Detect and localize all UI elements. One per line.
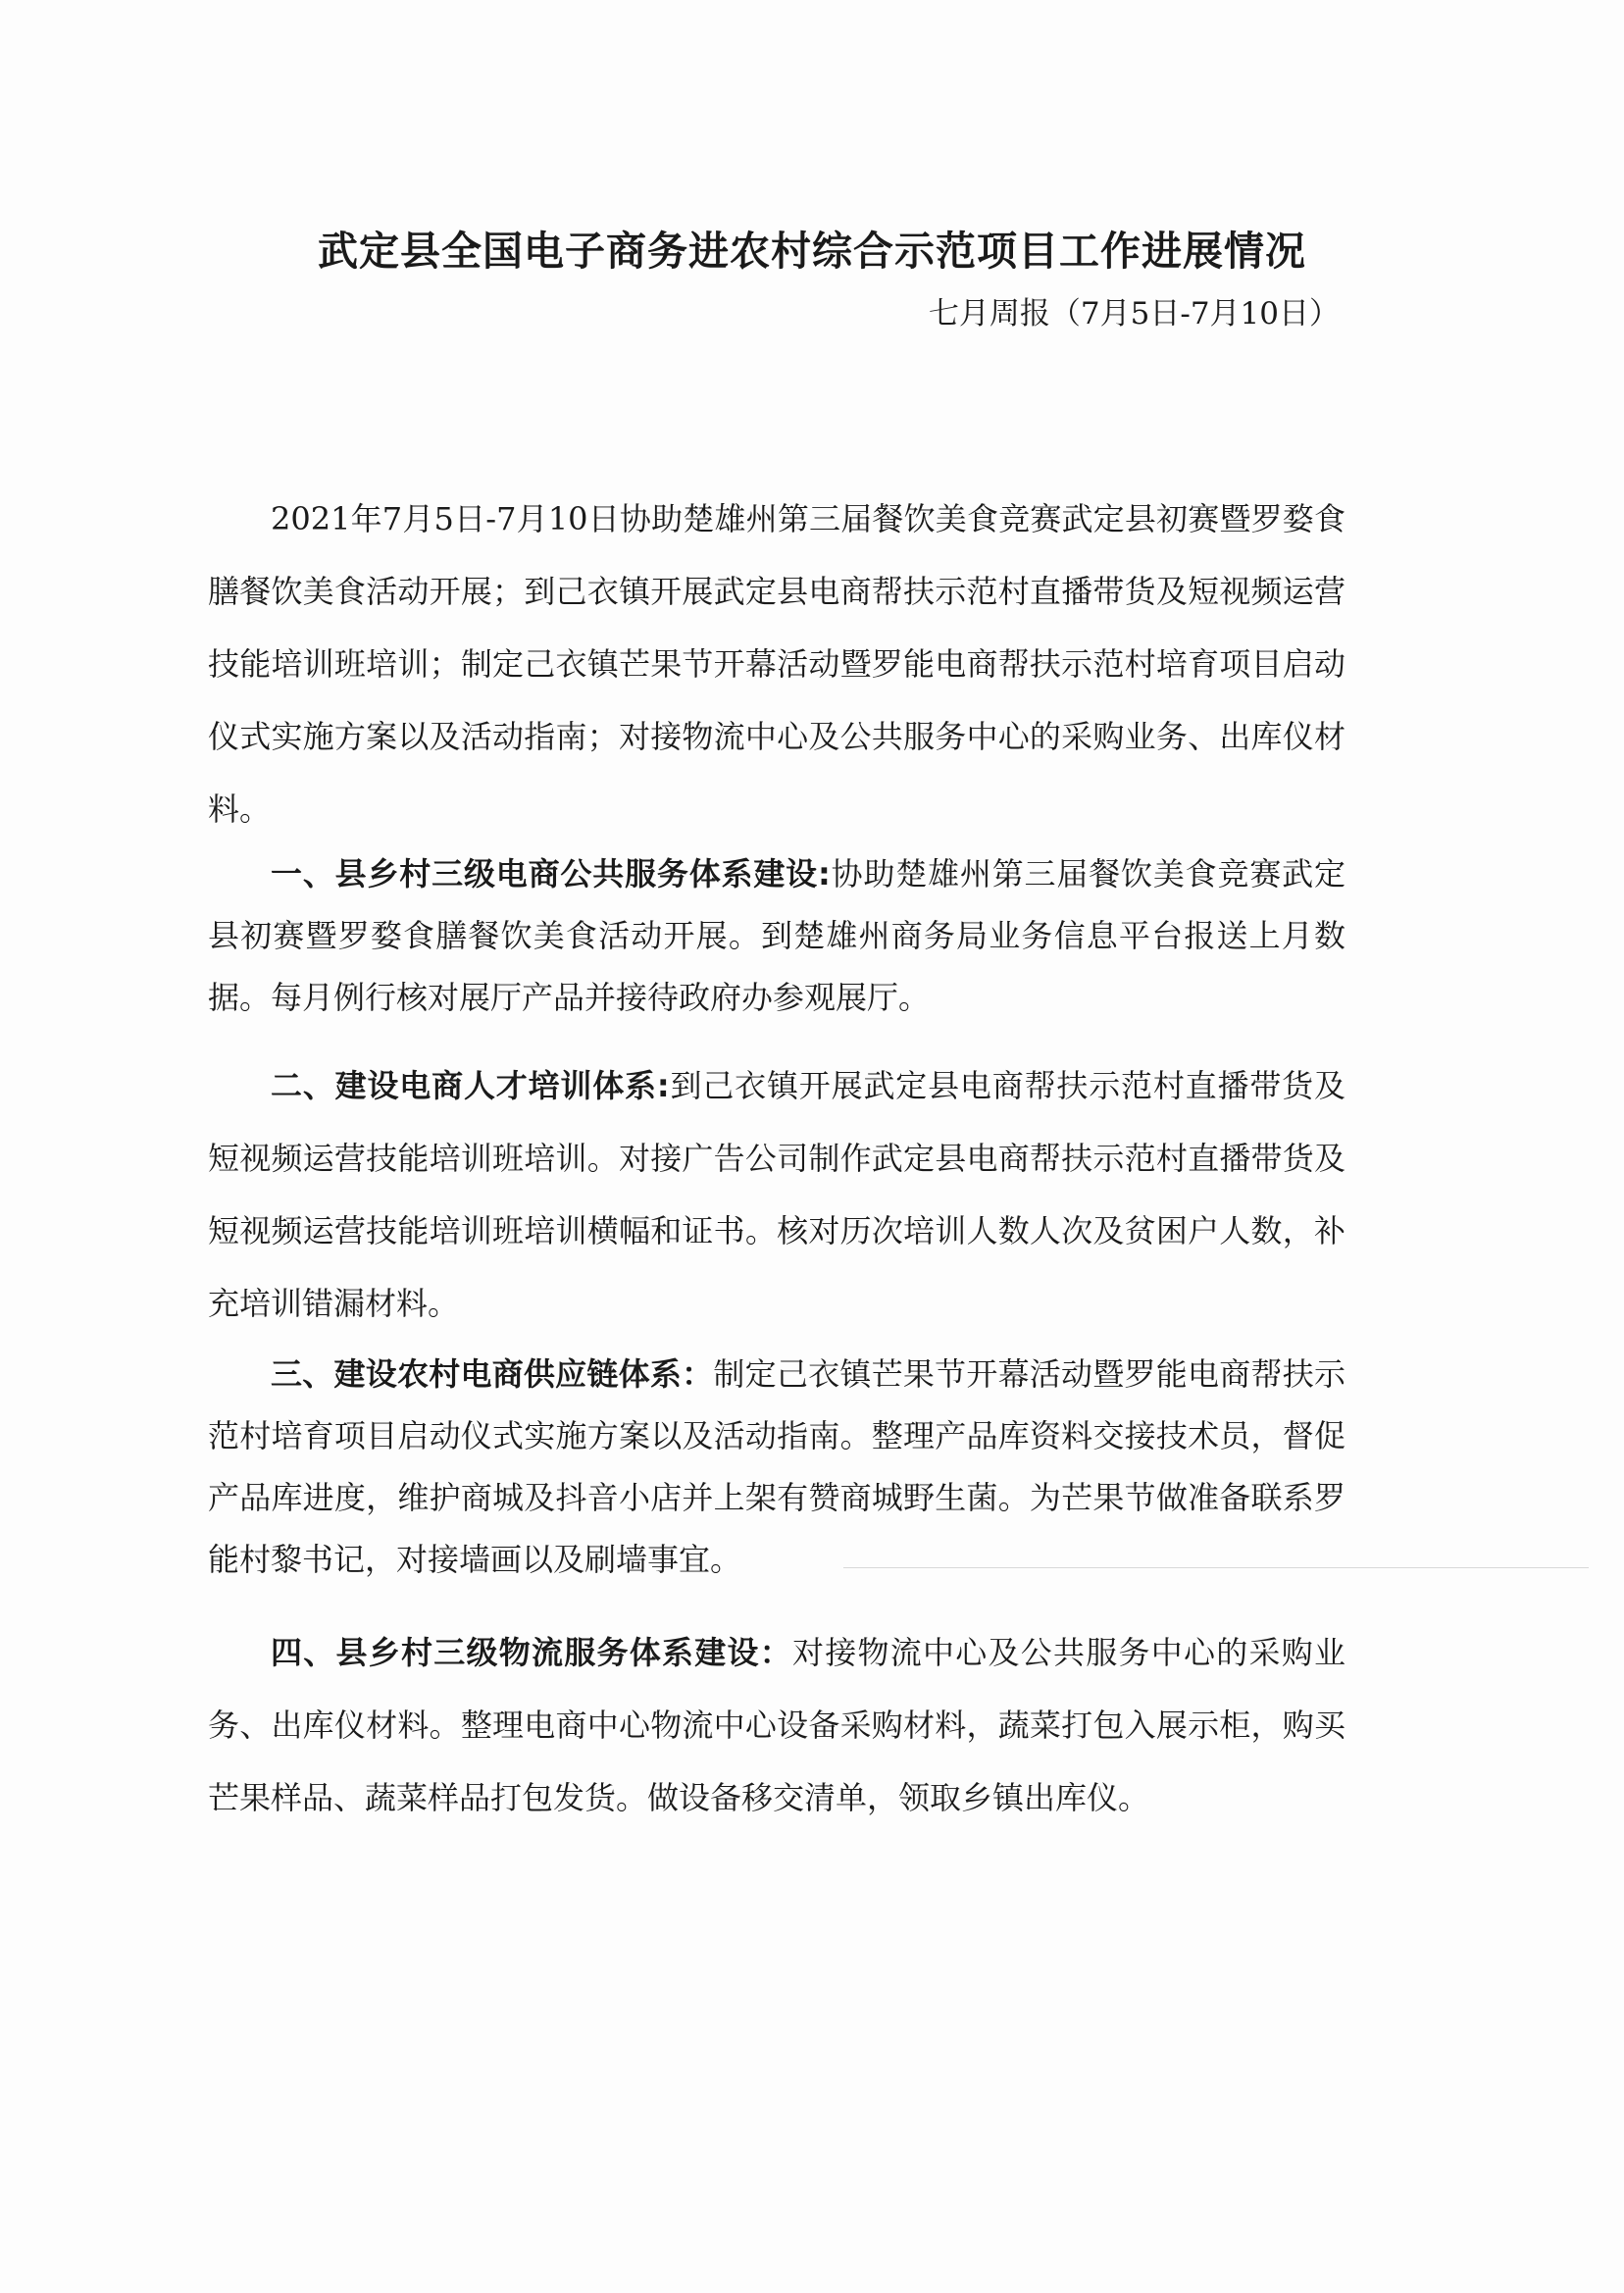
section-4-text: 对接物流中心及公共服务中心的采购业务、出库仪材料。整理电商中心物流中心设备采购材料，蔬菜打包入展示柜，购买芒果样品、蔬菜样品打包发货。做设备移交清单，领取乡镇出库仪。 [208,1634,1345,1816]
section-2-heading: 二、建设电商人才培训体系: [271,1067,670,1104]
scan-artifact-line [843,1567,1589,1568]
section-4-heading: 四、县乡村三级物流服务体系建设： [271,1634,792,1671]
intro-paragraph: 2021年7月5日-7月10日协助楚雄州第三届餐饮美食竞赛武定县初赛暨罗婺食膳餐饮美食活动开展；到己衣镇开展武定县电商帮扶示范村直播带货及短视频运营技能培训班培训；制定己衣镇芒果节开幕活动暨罗能电商帮扶示范村培育项目启动仪式实施方案以及活动指南；对接物流中心及公共服务中心的采购业务、出库仪材料。 [208,500,1345,828]
page-title: 武定县全国电子商务进农村综合示范项目工作进展情况 [318,228,1306,275]
section-3-paragraph [208,1344,1345,1591]
section-1-paragraph [208,843,1345,1029]
section-1-text: 协助楚雄州第三届餐饮美食竞赛武定县初赛暨罗婺食膳餐饮美食活动开展。到楚雄州商务局业务信息平台报送上月数据。每月例行核对展厅产品并接待政府办参观展厅。 [208,855,1345,1016]
section-1-heading: 一、县乡村三级电商公共服务体系建设: [271,855,831,892]
section-4-paragraph [208,1616,1345,1834]
section-3-heading: 三、建设农村电商供应链体系： [271,1355,714,1393]
section-2-text: 到己衣镇开展武定县电商帮扶示范村直播带货及短视频运营技能培训班培训。对接广告公司制作武定县电商帮扶示范村直播带货及短视频运营技能培训班培训横幅和证书。核对历次培训人数人次及贫困户人数，补充培训错漏材料。 [208,1067,1345,1322]
section-2-paragraph [208,1049,1345,1340]
section-3-text: 制定己衣镇芒果节开幕活动暨罗能电商帮扶示范村培育项目启动仪式实施方案以及活动指南。整理产品库资料交接技术员，督促产品库进度，维护商城及抖音小店并上架有赞商城野生菌。为芒果节做准备联系罗能村黎书记，对接墙画以及刷墙事宜。 [208,1355,1345,1578]
page-subtitle: 七月周报（7月5日-7月10日） [928,296,1340,331]
